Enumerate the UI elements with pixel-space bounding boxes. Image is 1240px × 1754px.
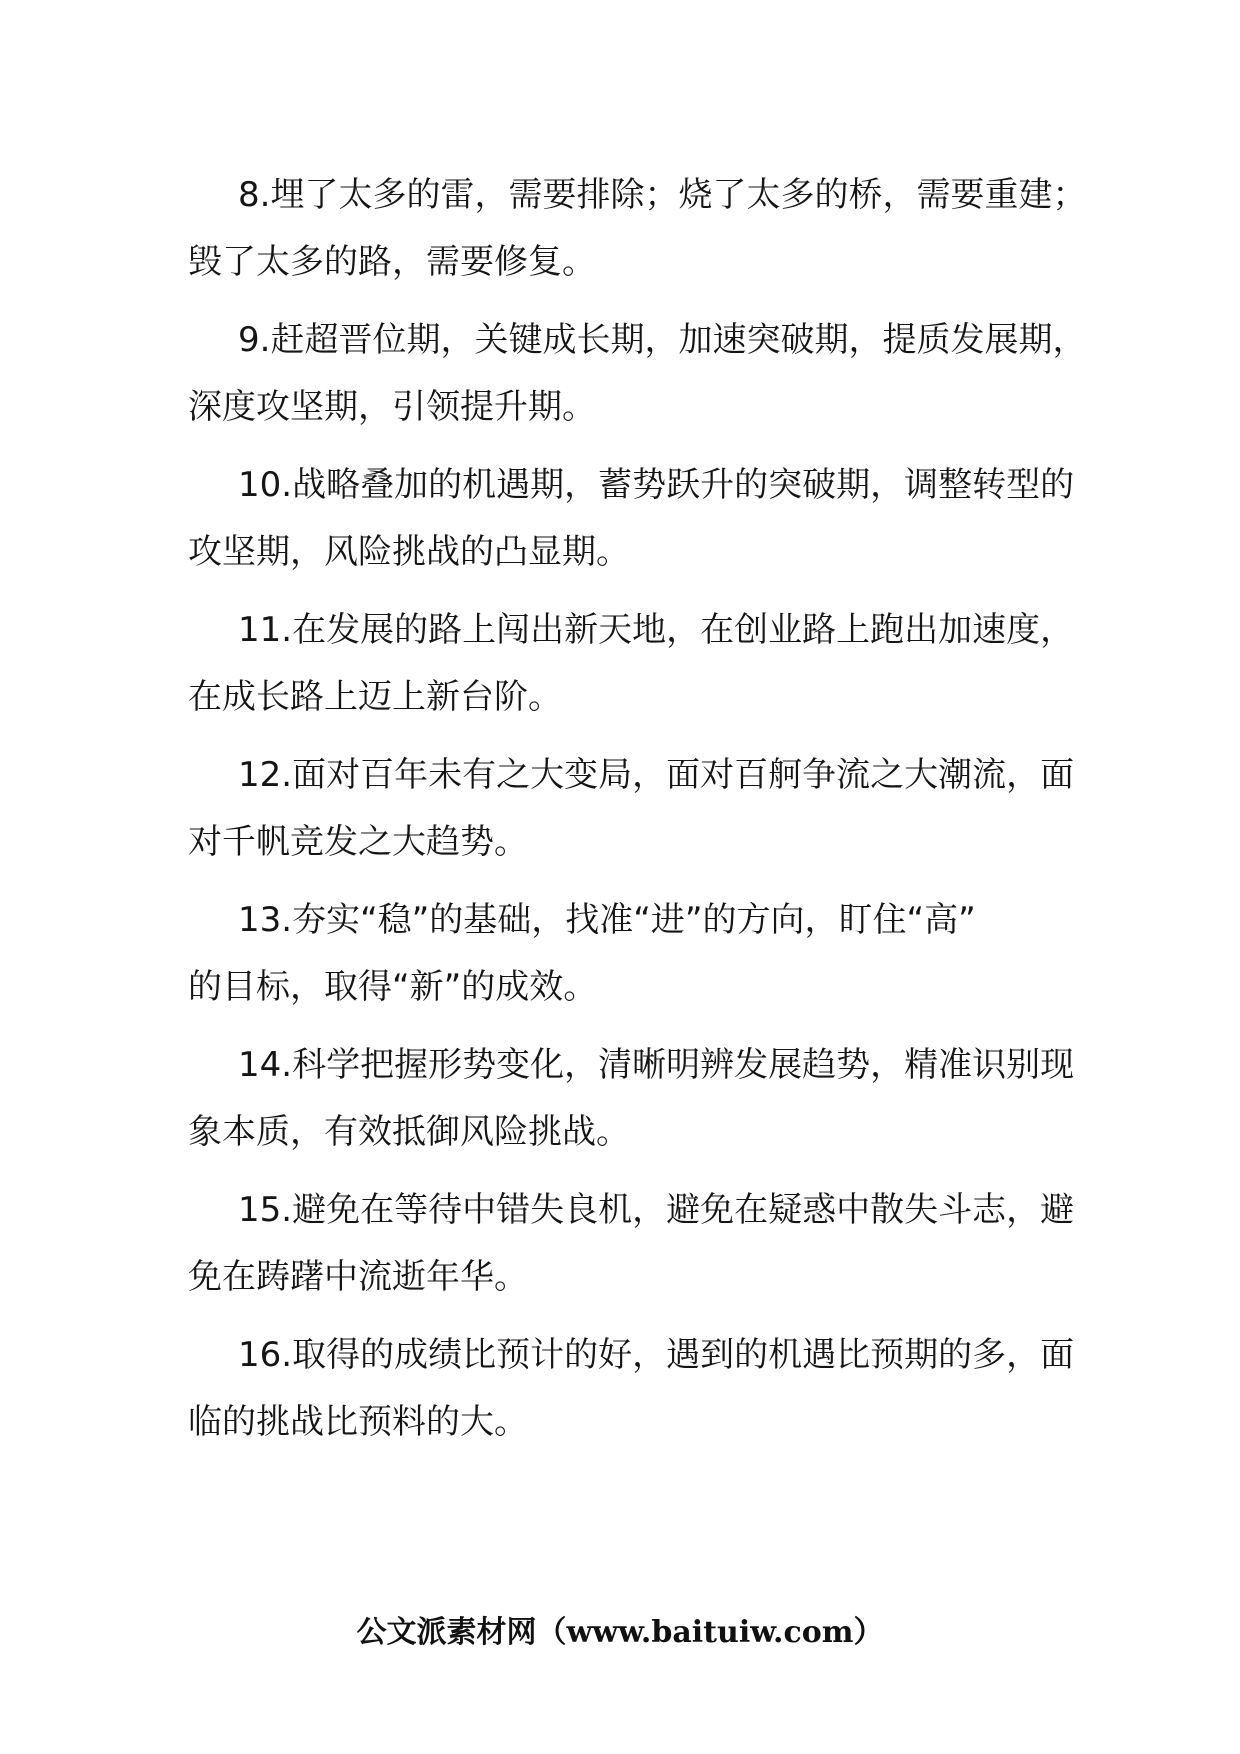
footer-source-text: 公文派素材网（www.baituiw.com） — [356, 1615, 884, 1650]
paragraph-line-2: 免在踌躇中流逝年华。 — [188, 1257, 528, 1297]
numbered-paragraph — [188, 1032, 1108, 1166]
paragraph-line-1: 15.避免在等待中错失良机，避免在疑惑中散失斗志，避 — [238, 1190, 1075, 1230]
numbered-paragraph — [188, 452, 1108, 586]
numbered-paragraph — [188, 742, 1108, 876]
paragraph-line-2: 象本质，有效抵御风险挑战。 — [188, 1112, 630, 1152]
paragraph-line-1: 16.取得的成绩比预计的好，遇到的机遇比预期的多，面 — [238, 1335, 1075, 1375]
paragraph-line-2: 在成长路上迈上新台阶。 — [188, 677, 562, 717]
paragraph-line-2: 对千帆竞发之大趋势。 — [188, 822, 528, 862]
paragraph-line-1: 12.面对百年未有之大变局，面对百舸争流之大潮流，面 — [238, 755, 1075, 795]
numbered-paragraph — [188, 1177, 1108, 1311]
paragraph-line-1: 14.科学把握形势变化，清晰明辨发展趋势，精准识别现 — [238, 1045, 1075, 1085]
numbered-paragraph — [188, 307, 1108, 441]
paragraph-line-1: 11.在发展的路上闯出新天地，在创业路上跑出加速度， — [238, 610, 1075, 650]
paragraph-line-2: 深度攻坚期，引领提升期。 — [188, 387, 596, 427]
numbered-paragraph — [188, 1322, 1108, 1456]
paragraph-line-2: 攻坚期，风险挑战的凸显期。 — [188, 532, 630, 572]
paragraph-line-2: 临的挑战比预料的大。 — [188, 1402, 528, 1442]
numbered-paragraph — [188, 162, 1108, 296]
paragraph-line-2: 的目标，取得“新”的成效。 — [188, 967, 598, 1007]
numbered-paragraph — [188, 887, 1108, 1021]
paragraph-line-1: 8.埋了太多的雷，需要排除；烧了太多的桥，需要重建； — [238, 175, 1087, 215]
paragraph-line-1: 10.战略叠加的机遇期，蓄势跃升的突破期，调整转型的 — [238, 465, 1075, 505]
paragraph-line-2: 毁了太多的路，需要修复。 — [188, 242, 596, 282]
paragraph-line-1: 13.夯实“稳”的基础，找准“进”的方向，盯住“高” — [238, 900, 976, 940]
document-body — [188, 162, 1108, 1467]
numbered-paragraph — [188, 597, 1108, 731]
paragraph-line-1: 9.赶超晋位期，关键成长期，加速突破期，提质发展期， — [238, 320, 1087, 360]
